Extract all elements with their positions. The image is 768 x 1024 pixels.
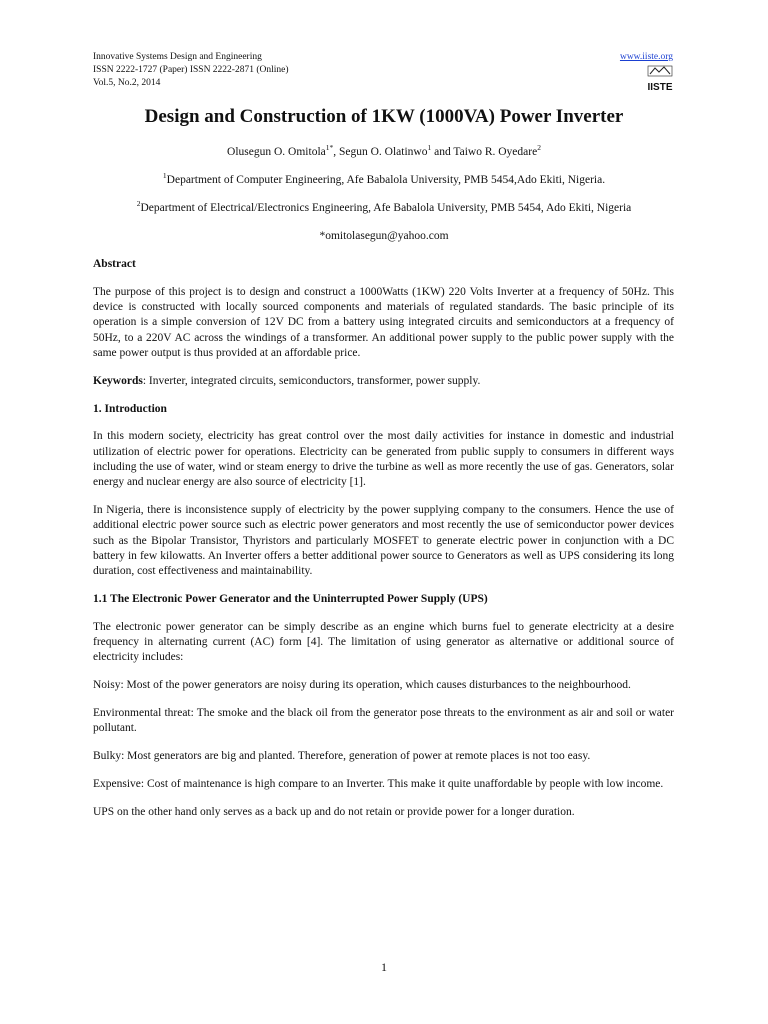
section-1-paragraph-1: In this modern society, electricity has great control over the most daily activities for instance in domestic and industrial utilization of electric power for operations. Electricity can be generated from public supply to consumers in different ways including the use of water, wind or steam energy to drive the turbine as well as more recently the use of gas. Generators, solar energy and nuclear energy are also source of electricity [1]. [93, 430, 674, 489]
author-1-affiliation-mark: 1* [325, 143, 334, 153]
affiliation-2-text: Department of Electrical/Electronics Engineering, Afe Babalola University, PMB 5454, Ado Ekiti, Nigeria [140, 202, 632, 214]
author-3: and Taiwo R. Oyedare [431, 146, 538, 158]
keywords-label: Keywords [93, 374, 143, 387]
affiliation-2-mark: 2 [136, 199, 141, 209]
section-1-1-paragraph-6: UPS on the other hand only serves as a back up and do not retain or provide power for a longer duration. [93, 805, 575, 818]
journal-header [93, 51, 673, 93]
section-1-1-paragraph-5: Expensive: Cost of maintenance is high compare to an Inverter. This make it quite unaffordable by people with low income. [93, 777, 664, 790]
journal-issn: ISSN 2222-1727 (Paper) ISSN 2222-2871 (Online) [93, 65, 289, 75]
logo-text: IISTE [647, 82, 673, 93]
paper-title: Design and Construction of 1KW (1000VA) Power Inverter [144, 106, 624, 127]
section-1-1-paragraph-2: Noisy: Most of the power generators are noisy during its operation, which causes disturbances to the neighbourhood. [93, 679, 631, 692]
affiliation-2 [0, 201, 768, 216]
corresponding-email: *omitolasegun@yahoo.com [319, 230, 449, 242]
affiliation-1 [0, 173, 768, 188]
page-number: 1 [381, 960, 387, 974]
keywords-line [93, 374, 674, 389]
section-1-1-paragraph-3: Environmental threat: The smoke and the black oil from the generator pose threats to the environment as air and soil or water pollutant. [93, 707, 674, 735]
author-3-affiliation-mark: 2 [537, 143, 541, 153]
section-1-1-heading: 1.1 The Electronic Power Generator and the Uninterrupted Power Supply (UPS) [93, 593, 488, 606]
author-1: Olusegun O. Omitola [227, 146, 326, 158]
affiliation-1-text: Department of Computer Engineering, Afe Babalola University, PMB 5454,Ado Ekiti, Nigeria. [166, 174, 606, 186]
section-1-paragraph-2: In Nigeria, there is inconsistence supply of electricity by the power supplying company to the consumers. Hence the use of additional electric power source such as electric power generators and most recently the use of semiconductor power devices such as the Bipolar Transistor, Thyristors and particularly MOSFET to generate electric power in conjunction with a DC battery in few kilowatts. An Inverter offers a better additional power source to Generators as well as UPS considering its long duration, cost effectiveness and maintainability. [93, 504, 674, 578]
abstract-text: The purpose of this project is to design and construct a 1000Watts (1KW) 220 Volts Inverter at a frequency of 50Hz. This device is constructed with locally sourced components and materials of regulated standards. The basic principle of its operation is a simple conversion of 12V DC from a battery using integrated circuits and semiconductors at a frequency of 50Hz, to a 220V AC across the windings of a transformer. An additional power supply to the public power supply with the same power output is thus provided at an affordable price. [93, 285, 674, 359]
keywords-text: : Inverter, integrated circuits, semiconductors, transformer, power supply. [142, 374, 481, 387]
journal-url-link[interactable]: www.iiste.org [619, 52, 673, 62]
author-2: , Segun O. Olatinwo [333, 146, 428, 158]
author-2-affiliation-mark: 1 [427, 143, 432, 153]
paper-body [93, 257, 674, 833]
iiste-logo [647, 65, 673, 93]
author-list [0, 145, 768, 160]
section-1-heading: 1. Introduction [93, 402, 167, 415]
section-1-1-paragraph-4: Bulky: Most generators are big and planted. Therefore, generation of power at remote places is not too easy. [93, 750, 591, 763]
affiliation-1-mark: 1 [162, 171, 167, 181]
abstract-heading: Abstract [93, 258, 136, 270]
journal-volume: Vol.5, No.2, 2014 [93, 78, 161, 88]
journal-name: Innovative Systems Design and Engineering [93, 52, 262, 62]
section-1-1-paragraph-1: The electronic power generator can be simply describe as an engine which burns fuel to generate electricity at a desire frequency in alternating current (AC) form [4]. The limitation of using generator as alternative or additional source of electricity includes: [93, 620, 674, 664]
